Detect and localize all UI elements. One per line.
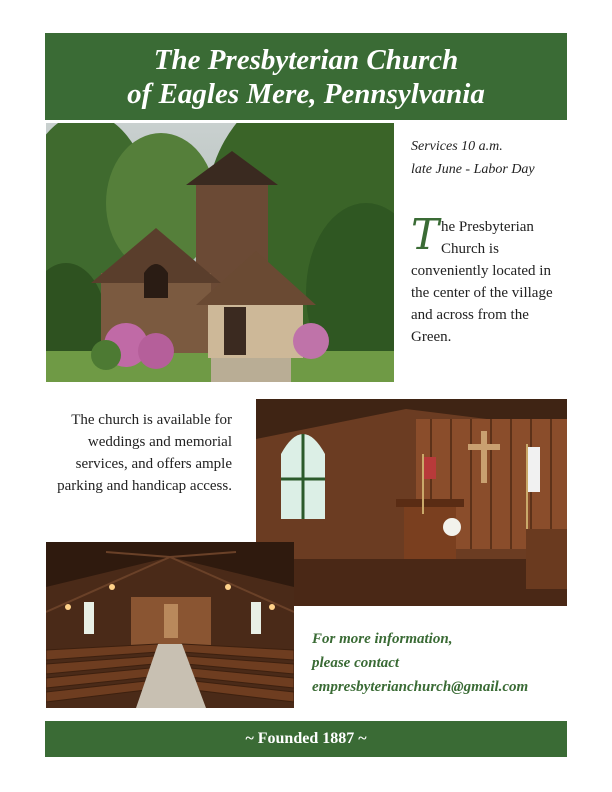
location-paragraph bbox=[411, 210, 571, 348]
availability-paragraph: The church is available for weddings and memorial services, and offers ample parking and handicap access. bbox=[57, 412, 232, 494]
dropcap-letter: T bbox=[411, 210, 440, 259]
footer-banner bbox=[45, 721, 567, 757]
services-season: late June - Labor Day bbox=[411, 162, 535, 177]
church-nave-photo bbox=[46, 542, 294, 708]
services-time: Services 10 a.m. bbox=[411, 139, 503, 154]
contact-line-1: For more information, bbox=[312, 631, 453, 647]
church-exterior-photo bbox=[46, 123, 394, 382]
church-chancel-photo bbox=[256, 399, 567, 606]
contact-email[interactable]: empresbyterianchurch@gmail.com bbox=[312, 679, 529, 695]
contact-line-2: please contact bbox=[312, 655, 400, 671]
founded-text: ~ Founded 1887 ~ bbox=[245, 730, 367, 747]
contact-info bbox=[312, 627, 572, 699]
page-title-line-2: of Eagles Mere, Pennsylvania bbox=[127, 77, 485, 110]
services-info bbox=[411, 135, 535, 181]
location-text: he Presbyterian Church is conveniently located in the center of the village and across from the Green. bbox=[411, 219, 553, 345]
page-title-line-1: The Presbyterian Church bbox=[153, 43, 459, 76]
title-banner bbox=[45, 33, 567, 120]
